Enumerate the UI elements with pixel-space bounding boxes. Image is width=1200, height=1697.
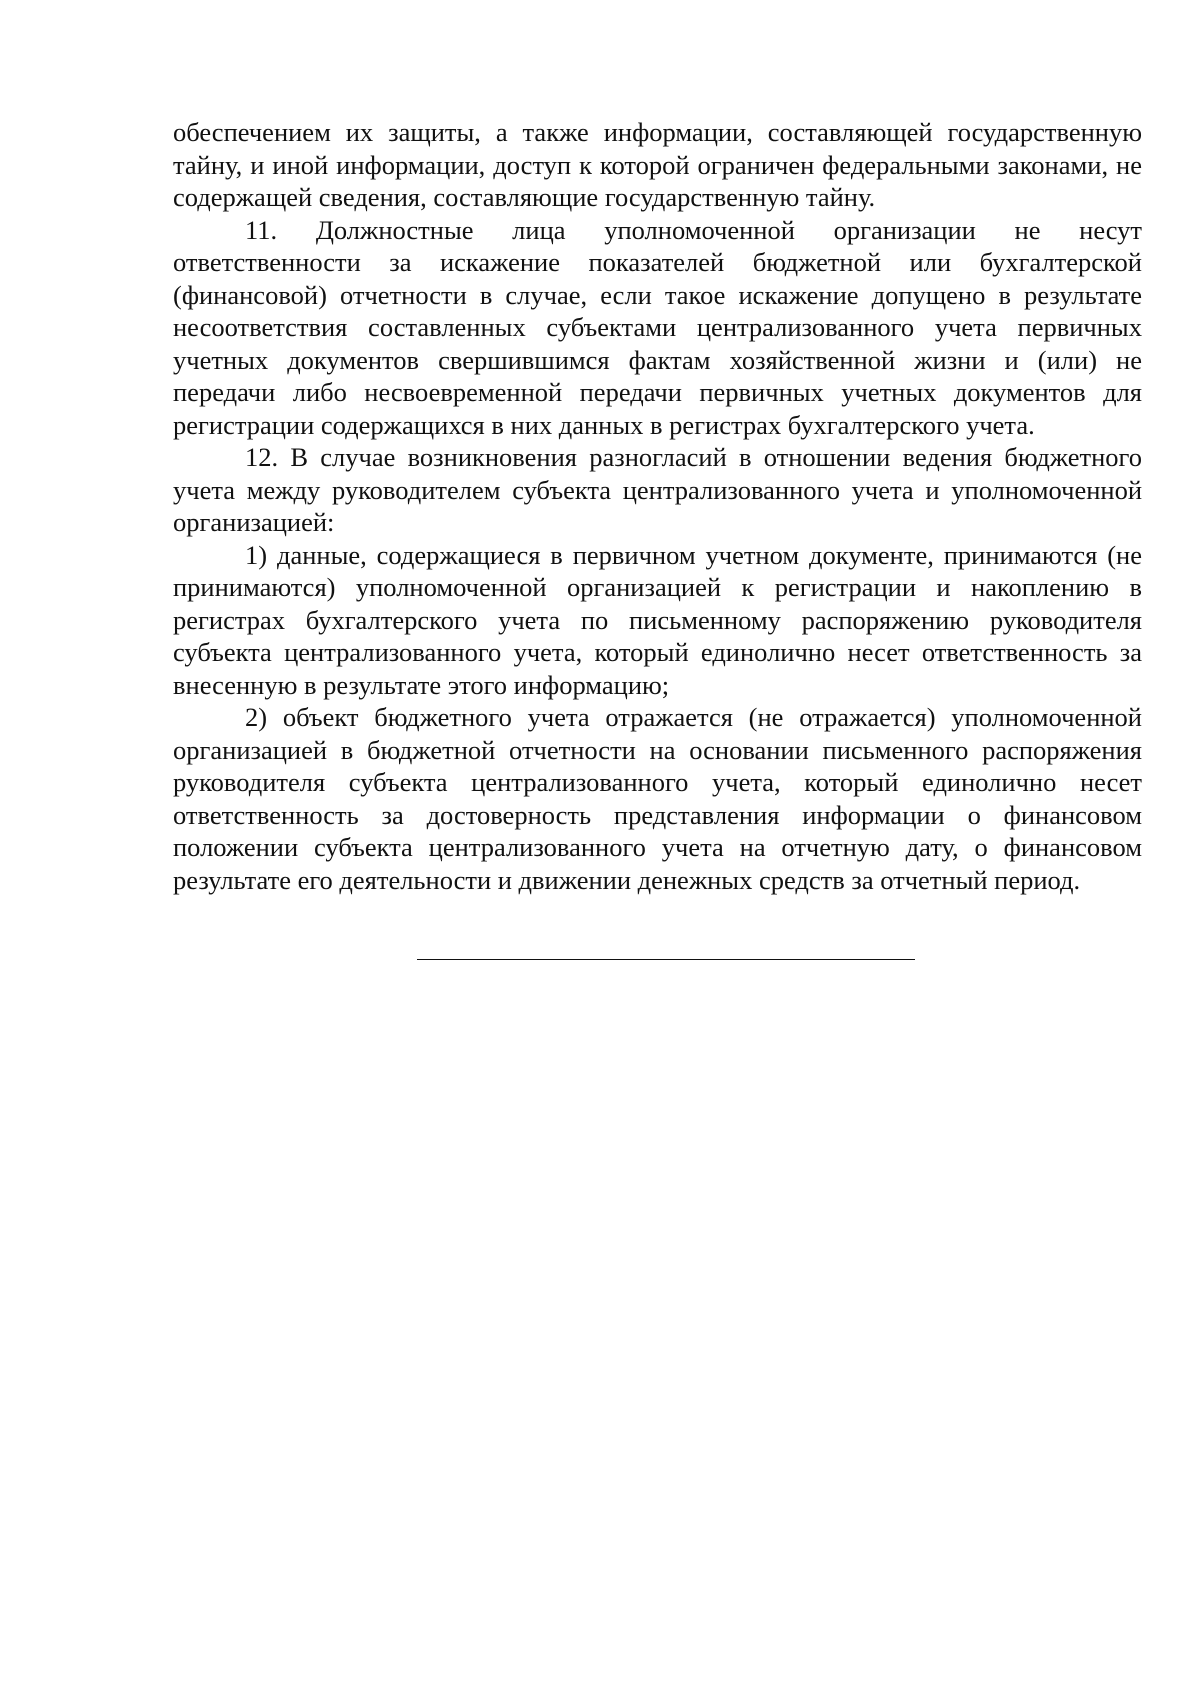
document-body: [173, 116, 1142, 896]
end-separator-line: [417, 959, 915, 960]
paragraph-item-12-1: 1) данные, содержащиеся в первичном учетном документе, принимаются (не принимаются) уполномоченной организацией к регистрации и накоплению в регистрах бухгалтерского учета по письменному распоряжению руководителя субъекта централизованного учета, который единолично несет ответственность за внесенную в результате этого информацию;: [173, 539, 1142, 700]
paragraph-item-12: 12. В случае возникновения разногласий в отношении ведения бюджетного учета между руководителем субъекта централизованного учета и уполномоченной организацией:: [173, 442, 1142, 537]
paragraph-continuation: обеспечением их защиты, а также информации, составляющей государственную тайну, и иной информации, доступ к которой ограничен федеральными законами, не содержащей сведения, составляющие государственную тайну.: [173, 117, 1142, 212]
paragraph-item-12-2: 2) объект бюджетного учета отражается (не отражается) уполномоченной организацией в бюджетной отчетности на основании письменного распоряжения руководителя субъекта централизованного учета, который единолично несет ответственность за достоверность представления информации о финансовом положении субъекта централизованного учета на отчетную дату, о финансовом результате его деятельности и движении денежных средств за отчетный период.: [173, 702, 1142, 895]
paragraph-item-11: 11. Должностные лица уполномоченной организации не несут ответственности за искажение показателей бюджетной или бухгалтерской (финансовой) отчетности в случае, если такое искажение допущено в результате несоответствия составленных субъектами централизованного учета первичных учетных документов свершившимся фактам хозяйственной жизни и (или) не передачи либо несвоевременной передачи первичных учетных документов для регистрации содержащихся в них данных в регистрах бухгалтерского учета.: [173, 214, 1142, 440]
